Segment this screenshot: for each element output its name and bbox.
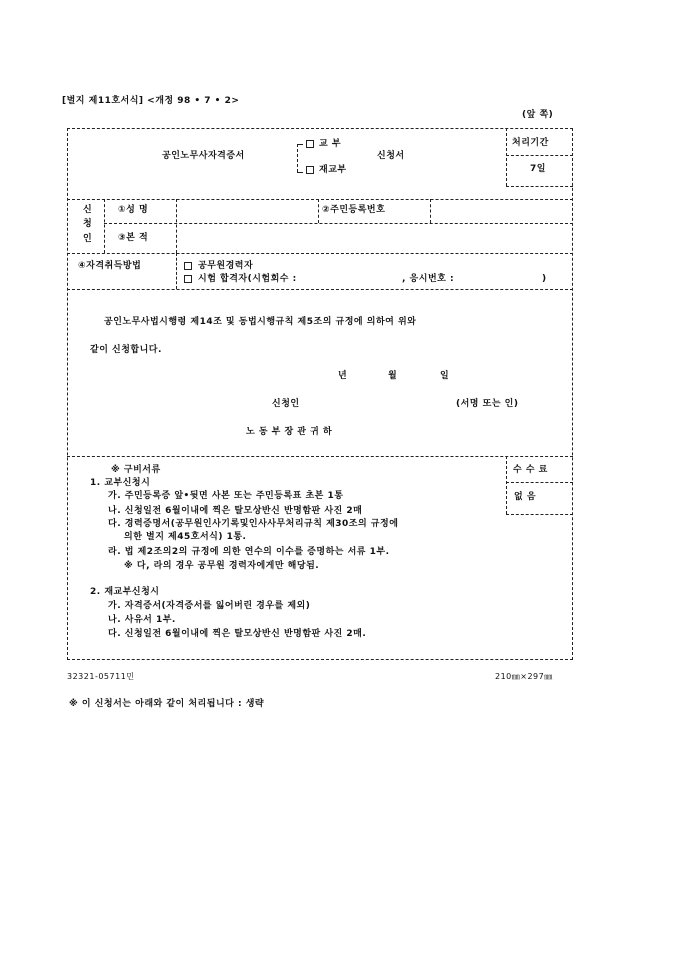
- reissue-document-item: 가. 자격증서(자격증서를 잃어버린 경우를 제외): [108, 601, 311, 611]
- issue-document-item: 의한 별지 제45호서식) 1통.: [124, 532, 247, 542]
- date-month-label: 월: [388, 371, 398, 381]
- exam-passer-option-label: 시험 합격자(시험회수 :: [198, 274, 297, 284]
- reissue-checkbox[interactable]: [306, 166, 314, 174]
- issue-checkbox[interactable]: [306, 140, 314, 148]
- issue-document-item: 나. 신청일전 6월이내에 찍은 탈모상반신 반명함판 사진 2매: [108, 506, 363, 516]
- processing-period-label: 처리기간: [512, 138, 549, 148]
- issue-documents-title: 1. 교부신청시: [90, 478, 151, 488]
- issue-document-item: 다. 경력증명서(공무원인사기록및인사사무처리규칙 제30조의 규정에: [108, 519, 399, 529]
- applicant-signature-label: 신청인: [272, 399, 300, 409]
- date-day-label: 일: [440, 371, 450, 381]
- name-label: ①성 명: [118, 205, 149, 215]
- date-year-label: 년: [338, 371, 348, 381]
- processing-note: ※ 이 신청서는 아래와 같이 처리됩니다 : 생략: [69, 699, 265, 709]
- acquisition-label: ④자격취득방법: [78, 261, 142, 271]
- paper-size: 210㎜×297㎜: [495, 672, 553, 681]
- issue-option-label: 교 부: [319, 139, 342, 149]
- option-bracket: [297, 144, 298, 172]
- applicant-group-label-3: 인: [83, 234, 93, 244]
- exam-closing-paren: ): [542, 274, 547, 284]
- sign-or-seal-label: (서명 또는 인): [456, 399, 519, 409]
- issue-document-item: 가. 주민등록증 앞•뒷면 사본 또는 주민등록표 초본 1통: [108, 491, 344, 501]
- form-title: 공인노무사자격증서: [162, 151, 245, 161]
- resident-number-label: ②주민등록번호: [322, 205, 386, 215]
- fee-value: 없 음: [514, 492, 537, 502]
- domicile-label: ③본 적: [118, 233, 149, 243]
- reissue-option-label: 재교부: [319, 165, 347, 175]
- statement-line-1: 공인노무사법시행령 제14조 및 동법시행규칙 제5조의 규정에 의하여 위와: [104, 317, 417, 327]
- reissue-document-item: 다. 신청일전 6월이내에 찍은 탈모상반신 반명함판 사진 2매.: [108, 629, 367, 639]
- processing-period-value: 7일: [530, 164, 546, 174]
- addressee: 노 동 부 장 관 귀 하: [246, 427, 333, 437]
- applicant-group-label-2: 청: [83, 219, 93, 229]
- issue-document-note: ※ 다, 라의 경우 공무원 경력자에게만 해당됨.: [124, 561, 320, 571]
- statement-line-2: 같이 신청합니다.: [90, 345, 162, 355]
- documents-heading: ※ 구비서류: [111, 465, 161, 475]
- exam-passer-checkbox[interactable]: [184, 275, 192, 283]
- reissue-documents-title: 2. 재교부신청시: [90, 587, 160, 597]
- civil-servant-checkbox[interactable]: [184, 262, 192, 270]
- form-code: 32321-05711민: [67, 672, 135, 681]
- exam-number-label: , 응시번호 :: [402, 274, 455, 284]
- issue-document-item: 라. 법 제2조의2의 규정에 의한 연수의 이수를 증명하는 서류 1부.: [108, 547, 390, 557]
- applicant-group-label-1: 신: [83, 205, 93, 215]
- reissue-document-item: 나. 사유서 1부.: [108, 615, 176, 625]
- civil-servant-option-label: 공무원경력자: [198, 261, 254, 271]
- fee-label: 수 수 료: [513, 465, 548, 475]
- form-number: [별지 제11호서식] <개정 98 • 7 • 2>: [62, 96, 240, 106]
- application-label: 신청서: [377, 151, 405, 161]
- page-side-note: (앞 쪽): [522, 110, 554, 120]
